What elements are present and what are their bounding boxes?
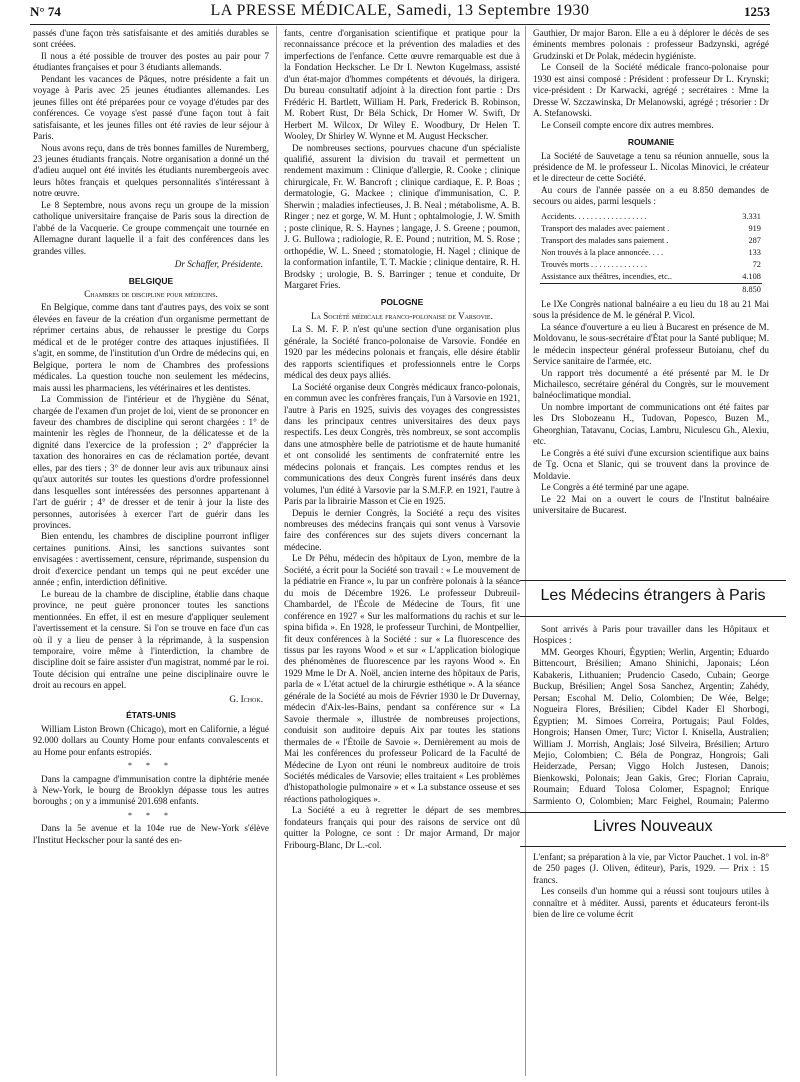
paragraph: Le Dr Péhu, médecin des hôpitaux de Lyon, membre de la Société, a écrit pour la Société son travail : « Le mouvement de la pédiatrie en France », lu par un confrère polonais à la séance du mois de Décembre 1926. Le professeur Dubreuil-Chambardel, de l'École de Médecine de Tours, fit une conférence en 1927 « Sur les malformations du rachis et sur le spina bifida ». En 1928, le professeur Turchini, de Montpellier, fit deux conférences à la Société : sur « La fluorescence des tissus par les rayons Wood » et sur « L'application biologique des phénomènes de fluorescence par les rayons Wood ». En 1929 Mme le Dr A. Noël, ancien interne des hôpitaux de Paris, parla de « L'état actuel de la chirurgie esthétique ». A la séance générale de la Société au mois de Février 1930 le Dr Duvernay, médecin d'Aix-les-Bains, pendant sa conférence sur « La Savoie thermale », illustrée de nombreuses projections, conduisit son auditoire depuis Aix par toutes les stations thermales de « l'Étoile de Savoie ». Dernièrement au mois de Mai les conférences du professeur Policard de la Faculté de Médecine de Lyon ont réuni le nombreux auditoire de trois Sociétés médicales de Varsovie; elles traitaient « Les problèmes d'histopathologie pulmonaire » et « La substance osseuse et ses réactions pathologiques ». [284,553,520,804]
paragraph: Le 8 Septembre, nous avons reçu un groupe de la mission catholique universitaire française de Paris sous la direction de l'abbé de la Vacquerie. Ce groupe commençait une tournée en Allemagne durant laquelle il a fait des conférences dans les grandes villes. [33,199,269,256]
paragraph: William Liston Brown (Chicago), mort en Californie, a légué 92.000 dollars au County Home pour enfants convalescents et au Home pour enfants estropiés. [33,723,269,757]
section-heading-roumanie: ROUMANIE [627,137,675,148]
issue-number: N° 74 [30,4,61,19]
paragraph: Le Conseil de la Société médicale franco-polonaise pour 1930 est ainsi composé : Président : professeur Dr L. Krynski; vice-président : Dr Karwacki, agrégé ; secrétaires : Mme la Dresse W. Szczawinska, Dr Melanowski, agrégé ; trésorier : Dr A. Stefanowski. [533,62,769,119]
column-3-middle [533,624,769,806]
subheading: Chambres de discipline pour médecins. [84,288,218,299]
page-header [30,2,770,25]
paragraph: La Commission de l'intérieur et de l'hygiène du Sénat, chargée de l'examen d'un projet de loi, vient de se prononcer en faveur des chambres de discipline qui seront chargées : 1° de maintenir les règles de l'honneur, de la délicatesse et de la dignité dans l'exercice de la profession ; 2° d'apprécier la taxation des honoraires en cas de réclamation portée, devant elles, par des tiers ; 3° de donner leur avis aux tribunaux ainsi qu'aux autorités sur toutes les questions d'ordre professionnel dans lesquelles sont intéressées des personnes appartenant à l'art de guérir ; 4° de dresser et de tenir à jour la liste des personnes, autorisées à exercer l'art de guérir dans les provinces. [33,394,269,531]
statistics-table [540,211,762,296]
paragraph: De nombreuses sections, pourvues chacune d'un spécialiste qualifié, assurent la division du travail et permettent un rendement maximum : Clinique d'allergie, R. Cooke ; clinique chirurgicale, Fr. W. Bancroft ; clinique cardiaque, E. P. Boas ; dermatologie, G. Mackee ; clinique d'immunisation, C. P. Sherwin ; maladies infectieuses, J. B. Neal ; métabolisme, A. B. Ringer ; nez et gorge, W. M. Hunt ; ophtalmologie, J. W. Smith ; poste clinique, R. S. Haynes ; langage, J. S. Greene ; poumon, J. G. Bullowa ; radiologie, R. E. Pound ; nutrition, M. S. Rose ; orthopédie, W. L. Sneed ; stomatologie, H. Nagel ; clinique de la conformation infantile, T. T. Mackie ; clinique dentaire, R. H. Brodsky ; urologie, B. S. Barringer ; tenue et conduite, Dr Margaret Fries. [284,142,520,290]
paragraph: La séance d'ouverture a eu lieu à Bucarest en présence de M. Moldovanu, le sous-secrétaire d'État pour la Santé publique; M. le médecin inspecteur général professeur Butoianu, chef du Service sanitaire de l'armée, etc. [533,321,769,367]
table-cell: 72 [752,259,761,269]
signature: Dr Schaffer, Présidente. [174,259,263,270]
paragraph: Le Congrès a été suivi d'une excursion scientifique aux bains de Tg. Ocna et Slanic, qui se trouvent dans la province de Moldavie. [533,447,769,481]
paragraph: Un nombre important de communications ont été faites par les Drs Slobozeanu H., Tudovan, Popesco, Buzen M., Gheorghian, Tatavanu, Cocias, Lambru, Niculescu Gh., Alexiu, etc. [533,401,769,447]
table-cell: 133 [748,247,761,257]
separator-stars: * * * [128,761,174,771]
paragraph: La Société a eu à regretter le départ de ses membres fondateurs français qui pour des raisons de service ont dû quitter la Pologne, ce sont : Dr major Armand, Dr major Fribourg-Blanc, Dr L.-col. [284,805,520,850]
paragraph: Dans la 5e avenue et la 104e rue de New-York s'élève l'Institut Heckscher pour la santé des en- [33,823,269,845]
table-cell: 919 [748,223,761,233]
paragraph: Il nous a été possible de trouver des postes au pair pour 7 étudiantes françaises et pour 3 étudiants allemands. [33,50,269,73]
paragraph: Un rapport très documenté a été présenté par M. le Dr Michailesco, secrétaire général du Congrès, sur le mouvement balnéoclimatique mondial. [533,367,769,401]
paragraph: Le IXe Congrès national balnéaire a eu lieu du 18 au 21 Mai sous la présidence de M. le général P. Vicol. [533,298,769,321]
table-cell: 287 [748,235,761,245]
section-rule [520,846,786,847]
separator-stars: * * * [128,810,174,820]
paragraph: Les conseils d'un homme qui a réussi sont toujours utiles à connaître et à méditer. Aussi, parents et éducateurs feront-ils bien de lire ce volume écrit [533,886,769,920]
paragraph: Le 22 Mai on a ouvert le cours de l'Institut balnéaire universitaire de Bucarest. [533,493,769,515]
table-cell: Transport des malades sans paiement . [541,235,669,245]
column-3-upper [533,28,769,574]
section-heading-etats-unis: ÉTATS-UNIS [126,710,176,721]
table-cell: Accidents. . . . . . . . . . . . . . . . . . [541,211,647,221]
paragraph: La Société de Sauvetage a tenu sa réunion annuelle, sous la présidence de M. le professeur L. Nicolas Minovici, le créateur et le directeur de cette Société. [533,150,769,184]
table-cell: Assistance aux théâtres, incendies, etc.. [541,271,672,281]
table-row [540,211,762,223]
paragraph: Le Conseil compte encore dix autres membres. [541,119,714,130]
paragraph: Nous avons reçu, dans de très bonnes familles de Nuremberg, 23 jeunes étudiants français. Notre organisation a donné un thé d'adieu auquel ont été invités les étudiants nurembergeois avec leurs hôtes français et quelques personnalités s'intéressant à notre œuvre. [33,142,269,199]
section-title-livres-nouveaux: Livres Nouveaux [593,818,713,835]
paragraph: Pendant les vacances de Pâques, notre présidente a fait un voyage à Paris avec 25 jeunes étudiantes allemandes. Les jeunes filles ont été préparées pour ce voyage d'études par des conférences. Ce voyage s'est passé d'une façon tout à fait satisfaisante, et les jeunes filles ont été ravies de leur séjour à Paris. [33,73,269,142]
table-cell: Transport des malades avec paiement . [541,223,670,233]
paragraph: Bien entendu, les chambres de discipline pourront infliger certaines punitions. Ainsi, les sanctions suivantes sont envisagées : avertissement, censure, réprimande, suspension du droit d'exercice pendant un temps qui ne peut excéder une année ; enfin, interdiction définitive. [33,531,269,588]
paragraph: MM. Georges Khouri, Égyptien; Werlin, Argentin; Eduardo Bittencourt, Brésilien; Amano Shinichi, Japonais; Léon Kabakeris, Lithuanien; Prudencio Casedo, Cubain; George Buckup, Brésilien; Angel Sosa Sanchez, Argentin; Zahédy, Persan; Escohal M. Delio, Colombien; De Wée, Belge; Nogueira Flores, Brésilien; Cibdel Kader El Shorbogi, Égyptien; M. Simoes Correira, Portugais; Paul Foldes, Hongrois; Hansen Omer, Turc; Victor I. Knisella, Australien; William J. Morrish, Anglais; José Silveira, Brésilien; Arturo Mejio, Colombien; C. Béla de Pongraz, Hongrois; Gali Heiderzade, Persan; Viggo Holch Justesen, Danois; Bienkowski, Polonais; Jean Gakis, Grec; Florian Capraiu, Roumain; Eduard Tolosa Colomer, Espagnol; Enrique Sarmiento O, Colombien; Marc Feighel, Roumain; Palermo [533,646,769,806]
column-3-lower [533,852,769,1078]
paragraph: fants, centre d'organisation scientifique et pratique pour la reconnaissance précoce et la prévention des maladies et des imperfections de l'enfance. Cette œuvre remarquable est due à la Fondation Heckscher. Le Dr I. Newton Kugelmass, assisté d'un état-major d'hommes compétents et dévoués, la dirigera. Du bureau consultatif adjoint à la direction font partie : Drs Frédéric H. Bartlett, William H. Park, Frederick B. Robinson, M. Robert Rust, Dr Béla Schick, Dr Homer W. Swift, Dr Herbert M. Wilcox, Dr Wiley E. Woodbury, Dr Helen T. Wooley, Dr Shirley W. Wynne et M. August Heckscher. [284,28,520,142]
subheading: La Société médicale franco-polonaise de Varsovie. [311,310,493,321]
table-row [540,271,762,284]
paragraph: En Belgique, comme dans tant d'autres pays, des voix se sont élevées en faveur de la création d'un organisme permettant de réprimer certains abus, de rehausser le prestige du Corps médical et de le protéger contre des attaques injustifiées. Il s'agit, en somme, de l'institution d'un Ordre de médecins qui, en Belgique, portera le nom de Chambres des professions médicales. La question touche non seulement les médecins, mais aussi les pharmaciens, les vétérinaires et les dentistes. [33,302,269,393]
section-rule [520,812,786,813]
table-cell: Non trouvés à la place annoncée. . . . [541,247,664,257]
paragraph: Le bureau de la chambre de discipline, établie dans chaque province, ne peut guère prononcer toutes les sanctions mentionnées. En effet, il est en mesure d'appliquer seulement l'avertissement et la censure. Si l'on se trouve en face d'un cas où il y a lieu de penser à la réprimande, à la suspension temporaire, voire même à l'interdiction, la chambre de discipline doit se faire assister d'un magistrat, nommé par le roi. Toute décision qui entraîne une peine disciplinaire ouvre le droit au recours en appel. [33,588,269,691]
signature: G. Ichok. [229,693,263,704]
column-2 [284,28,520,1078]
table-total-row [540,283,762,296]
section-heading-belgique: BELGIQUE [128,275,174,286]
table-cell: 4.108 [742,271,761,281]
table-row [540,247,762,259]
paragraph: L'enfant; sa préparation à la vie, par Victor Pauchet. 1 vol. in-8° de 250 pages (J. Oliven, éditeur), Paris, 1929. — Prix : 15 francs. [533,852,769,885]
paragraph: Depuis le dernier Congrès, la Société a reçu des visites nombreuses des médecins français qui sont venus à Varsovie faire des conférences sur des sujets divers concernant la médecine. [284,507,520,552]
table-cell: Trouvés morts . . . . . . . . . . . . . . [541,259,648,269]
table-row [540,259,762,271]
paragraph: Sont arrivés à Paris pour travailler dans les Hôpitaux et Hospices : [533,624,769,646]
section-heading-pologne: POLOGNE [380,297,424,308]
journal-title: LA PRESSE MÉDICALE, Samedi, 13 Septembre 1930 [210,2,590,19]
section-rule [520,616,786,617]
paragraph: Au cours de l'année passée on a eu 8.850 demandes de secours ou aides, parmi lesquels : [533,184,769,207]
column-1 [33,28,269,1078]
paragraph: Dans la campagne d'immunisation contre la diphtérie menée à New-York, le bourg de Brooklyn dépasse tous les autres boroughs ; on y a immunisé 201.698 enfants. [33,773,269,807]
section-rule [520,580,786,581]
paragraph: La S. M. F. P. n'est qu'une section d'une organisation plus générale, la Société franco-polonaise de Varsovie. Fondée en 1920 par les médecins polonais et français, elle désire établir des rapports scientifiques et professionnels entre le Corps médical des deux pays alliés. [284,324,520,381]
paragraph: La Société organise deux Congrès médicaux franco-polonais, en commun avec les confrères français, l'un à Varsovie en 1921, l'autre à Paris en 1925, suivis des voyages des congressistes dans les principaux centres universitaires des deux pays respectifs. Les deux Congrès, très nombreux, se sont accomplis dans une atmosphère belle de patriotisme et de haute humanité et ont consolidé les sentiments de confraternité entre les médecins polonais et français. Les comptes rendus et les communications des deux Congrès furent insérés dans deux volumes, l'un édité à Varsovie par la S.M.F.P. en 1921, l'autre à Paris par la librairie Masson et Cie en 1925. [284,381,520,507]
paragraph: passés d'une façon très satisfaisante et des amitiés durables se sont créées. [33,28,269,50]
paragraph: Gauthier, Dr major Baron. Elle a eu à déplorer le décès de ses éminents membres polonais : professeur Badzynski, agrégé Grudzinski et Dr Polak, médecin hygiéniste. [533,28,769,61]
paragraph: Le Congrès a été terminé par une agape. [541,482,689,493]
column-divider [276,26,277,1076]
table-total: 8.850 [726,283,762,296]
table-row [540,223,762,235]
section-title-medecins-etrangers: Les Médecins étrangers à Paris [540,587,766,604]
column-divider [525,26,526,1076]
page-number: 1253 [744,4,770,19]
table-cell: 3.331 [742,211,761,221]
table-row [540,235,762,247]
